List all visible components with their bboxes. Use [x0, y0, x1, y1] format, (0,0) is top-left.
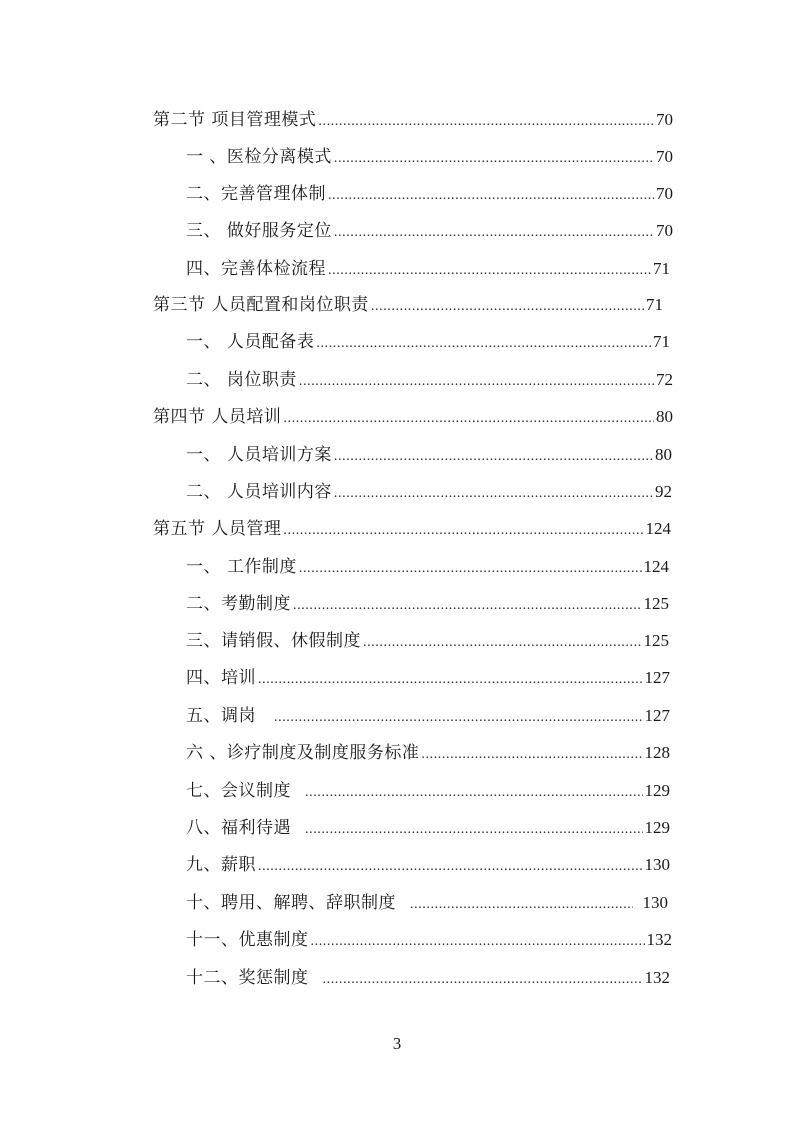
toc-leader-dots	[258, 667, 643, 693]
toc-entry-label: 一、 人员配备表	[186, 332, 315, 352]
toc-entry-item[interactable]	[186, 479, 672, 505]
toc-entry-item[interactable]	[186, 965, 670, 991]
toc-leader-dots	[328, 258, 651, 284]
toc-entry-label: 二、 人员培训内容	[186, 482, 332, 502]
toc-entry-page: 70	[656, 221, 673, 240]
toc-leader-dots	[334, 444, 653, 470]
toc-entry-page: 124	[645, 519, 671, 538]
toc-entry-page: 132	[646, 930, 672, 949]
page-number: 3	[392, 1034, 402, 1053]
toc-leader-dots	[323, 967, 643, 993]
toc-entry-page: 71	[653, 332, 670, 351]
toc-leader-dots	[363, 630, 642, 656]
toc-leader-dots	[410, 892, 633, 918]
toc-entry-item[interactable]	[186, 740, 670, 766]
toc-leader-dots	[334, 220, 654, 246]
toc-entry-page: 72	[656, 370, 673, 389]
toc-entry-section-4[interactable]	[153, 404, 673, 430]
toc-leader-dots	[316, 331, 651, 357]
toc-entry-page: 80	[656, 407, 673, 426]
toc-entry-label: 第二节 项目管理模式	[153, 110, 317, 130]
toc-entry-item[interactable]	[186, 591, 669, 617]
toc-entry-page: 70	[656, 147, 673, 166]
toc-leader-dots	[318, 109, 654, 135]
toc-leader-dots	[293, 593, 642, 619]
toc-entry-section-2[interactable]	[153, 107, 673, 133]
toc-entry-label: 六 、诊疗制度及制度服务标准	[186, 743, 420, 763]
toc-entry-item[interactable]	[186, 703, 670, 729]
toc-entry-label: 三、 做好服务定位	[186, 221, 332, 241]
toc-entry-page: 70	[656, 110, 673, 129]
toc-entry-item[interactable]	[186, 554, 669, 580]
toc-entry-label: 第四节 人员培训	[153, 407, 282, 427]
toc-entry-page: 71	[646, 295, 663, 314]
toc-entry-page: 80	[655, 445, 672, 464]
toc-entry-label: 十二、奖惩制度	[186, 968, 309, 988]
toc-leader-dots	[421, 742, 642, 768]
toc-leader-dots	[305, 817, 643, 843]
toc-entry-page: 129	[644, 818, 670, 837]
toc-entry-item[interactable]	[186, 329, 670, 355]
toc-leader-dots	[274, 705, 643, 731]
toc-entry-page: 132	[644, 968, 670, 987]
toc-entry-page: 92	[655, 482, 672, 501]
toc-entry-page: 130	[642, 893, 668, 912]
toc-leader-dots	[334, 146, 654, 172]
toc-entry-item[interactable]	[186, 181, 673, 207]
toc-entry-item[interactable]	[186, 927, 672, 953]
toc-entry-label: 二、考勤制度	[186, 594, 291, 614]
toc-leader-dots	[258, 854, 643, 880]
toc-entry-label: 二、完善管理体制	[186, 184, 326, 204]
toc-leader-dots	[328, 183, 654, 209]
toc-entry-section-3[interactable]	[153, 292, 663, 318]
toc-entry-item[interactable]	[186, 628, 669, 654]
toc-leader-dots	[311, 929, 645, 955]
toc-entry-page: 127	[644, 706, 670, 725]
toc-entry-label: 四、完善体检流程	[186, 259, 326, 279]
toc-entry-page: 70	[656, 184, 673, 203]
toc-entry-item[interactable]	[186, 890, 668, 916]
toc-leader-dots	[283, 406, 654, 432]
toc-entry-section-5[interactable]	[153, 516, 671, 542]
toc-entry-label: 一 、医检分离模式	[186, 147, 332, 167]
toc-entry-label: 三、请销假、休假制度	[186, 631, 361, 651]
toc-entry-label: 一、 人员培训方案	[186, 445, 332, 465]
toc-entry-label: 二、 岗位职责	[186, 370, 297, 390]
toc-entry-label: 九、薪职	[186, 855, 256, 875]
toc-entry-page: 127	[644, 668, 670, 687]
toc-entry-page: 124	[643, 557, 669, 576]
toc-entry-label: 八、福利待遇	[186, 818, 291, 838]
toc-entry-page: 71	[653, 259, 670, 278]
toc-entry-item[interactable]	[186, 144, 673, 170]
toc-entry-item[interactable]	[186, 778, 670, 804]
toc-entry-label: 四、培训	[186, 668, 256, 688]
toc-entry-label: 一、 工作制度	[186, 557, 297, 577]
toc-entry-item[interactable]	[186, 815, 670, 841]
toc-entry-label: 七、会议制度	[186, 781, 291, 801]
toc-entry-page: 130	[644, 855, 670, 874]
toc-entry-item[interactable]	[186, 442, 672, 468]
toc-entry-label: 第五节 人员管理	[153, 519, 282, 539]
toc-leader-dots	[371, 294, 644, 320]
toc-leader-dots	[299, 556, 642, 582]
toc-entry-label: 第三节 人员配置和岗位职责	[153, 295, 369, 315]
toc-leader-dots	[305, 780, 643, 806]
toc-leader-dots	[299, 369, 654, 395]
toc-entry-page: 125	[643, 631, 669, 650]
toc-entry-item[interactable]	[186, 218, 673, 244]
toc-entry-item[interactable]	[186, 256, 670, 282]
toc-leader-dots	[334, 481, 653, 507]
toc-entry-item[interactable]	[186, 367, 673, 393]
toc-leader-dots	[283, 518, 643, 544]
toc-entry-label: 五、调岗	[186, 706, 256, 726]
toc-entry-label: 十一、优惠制度	[186, 930, 309, 950]
toc-entry-label: 十、聘用、解聘、辞职制度	[186, 893, 396, 913]
toc-entry-page: 129	[644, 781, 670, 800]
toc-entry-item[interactable]	[186, 852, 670, 878]
toc-entry-page: 128	[644, 743, 670, 762]
toc-entry-page: 125	[643, 594, 669, 613]
toc-entry-item[interactable]	[186, 665, 670, 691]
